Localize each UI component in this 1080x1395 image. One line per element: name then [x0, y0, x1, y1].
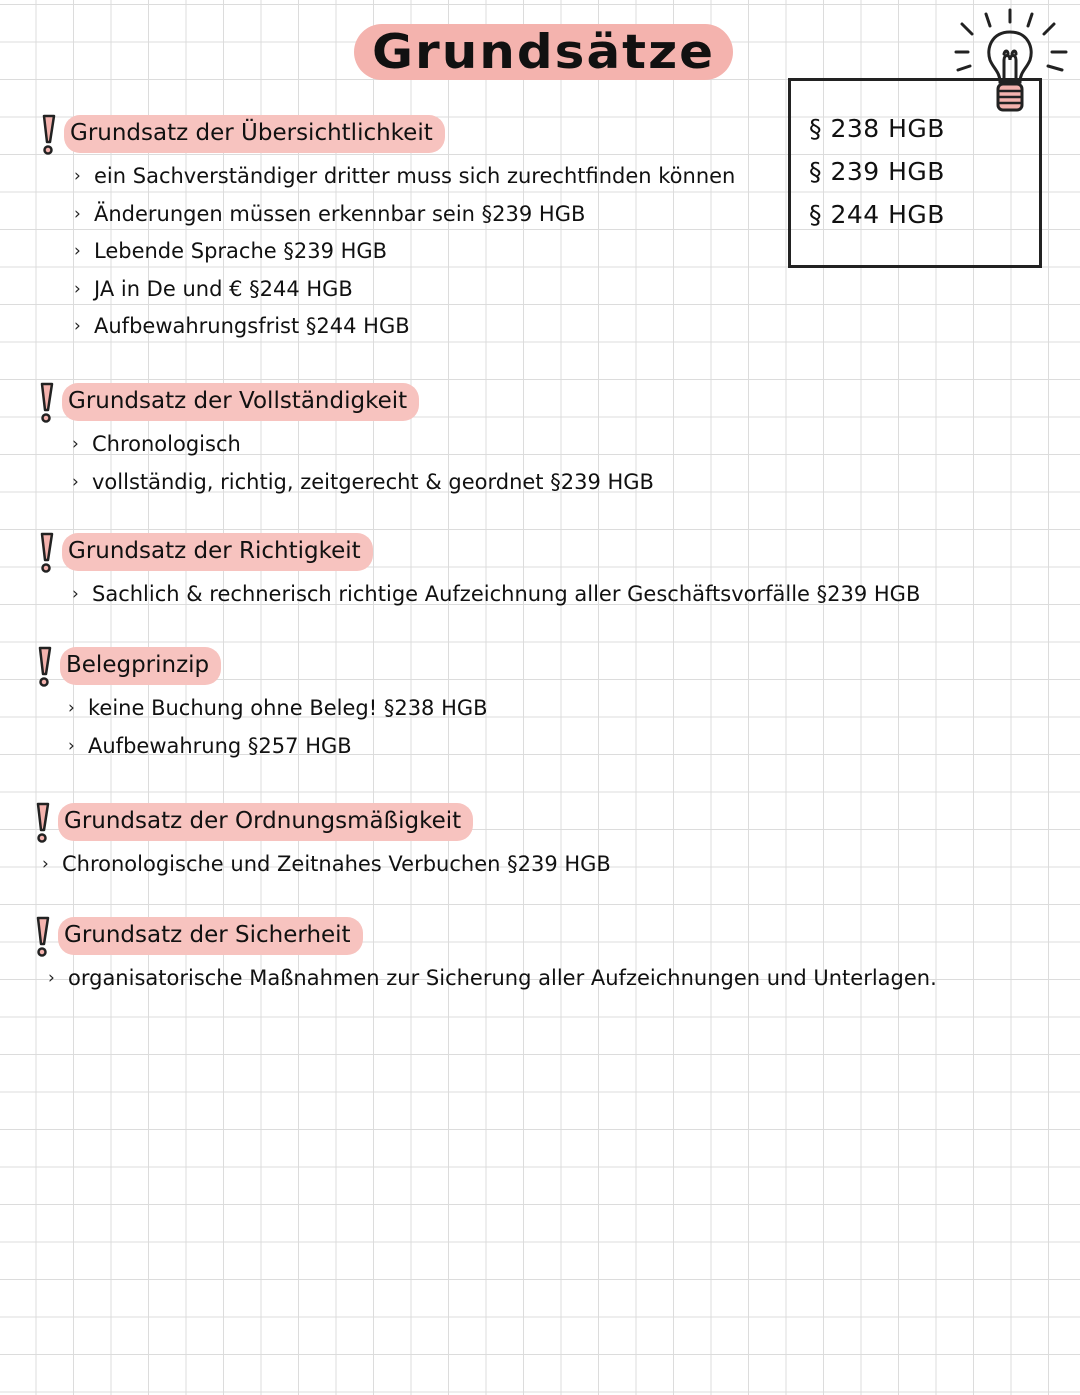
section-vollstaendigkeit: [36, 380, 654, 501]
page-title: Grundsätze: [372, 24, 716, 80]
exclamation-icon: [38, 112, 60, 156]
list-item: › ein Sachverständiger dritter muss sich zurechtfinden können: [74, 158, 735, 196]
bullet-icon: ›: [74, 241, 81, 261]
exclamation-icon: [32, 800, 54, 844]
section-heading: Grundsatz der Ordnungsmäßigkeit: [58, 803, 473, 841]
section-belegprinzip: [34, 644, 488, 765]
reference-item: § 244 HGB: [809, 200, 945, 229]
exclamation-icon: [34, 644, 56, 688]
list-item: › keine Buchung ohne Beleg! §238 HGB: [68, 690, 488, 728]
exclamation-icon: [36, 530, 58, 574]
section-heading: Grundsatz der Vollständigkeit: [62, 383, 419, 421]
section-richtigkeit: [36, 530, 920, 614]
list-item: › vollständig, richtig, zeitgerecht & geordnet §239 HGB: [72, 464, 654, 502]
list-item: › Chronologisch: [72, 426, 654, 464]
reference-item: § 239 HGB: [809, 157, 945, 186]
reference-box: [788, 78, 1042, 268]
section-sicherheit: [32, 914, 937, 998]
exclamation-icon: [36, 380, 58, 424]
title-highlight: [354, 24, 733, 80]
bullet-icon: ›: [74, 278, 81, 299]
exclamation-icon: [32, 914, 54, 958]
section-heading: Grundsatz der Übersichtlichkeit: [64, 115, 445, 153]
section-uebersichtlichkeit: [38, 112, 735, 346]
reference-item: § 238 HGB: [809, 114, 945, 143]
list-item: › organisatorische Maßnahmen zur Sicherung aller Aufzeichnungen und Unterlagen.: [48, 960, 937, 998]
section-heading: Grundsatz der Richtigkeit: [62, 533, 373, 571]
list-item: › Aufbewahrung §257 HGB: [68, 728, 488, 766]
list-item: › Sachlich & rechnerisch richtige Aufzeichnung aller Geschäftsvorfälle §239 HGB: [72, 576, 920, 614]
bullet-icon: ›: [74, 203, 81, 224]
section-heading: Belegprinzip: [60, 647, 221, 685]
bullet-icon: ›: [72, 584, 79, 604]
list-item: › Änderungen müssen erkennbar sein §239 HGB: [74, 196, 735, 234]
bullet-icon: ›: [42, 854, 49, 874]
bullet-icon: ›: [68, 698, 75, 718]
section-ordnungsmaessigkeit: [32, 800, 611, 884]
bullet-icon: ›: [74, 166, 81, 186]
section-heading: Grundsatz der Sicherheit: [58, 917, 363, 955]
bullet-icon: ›: [72, 471, 79, 492]
list-item: › JA in De und € §244 HGB: [74, 271, 735, 309]
bullet-icon: ›: [68, 735, 75, 756]
bullet-icon: ›: [48, 968, 55, 988]
list-item: › Lebende Sprache §239 HGB: [74, 233, 735, 271]
bullet-icon: ›: [74, 316, 81, 336]
list-item: › Chronologische und Zeitnahes Verbuchen §239 HGB: [42, 846, 611, 884]
bullet-icon: ›: [72, 434, 79, 454]
list-item: › Aufbewahrungsfrist §244 HGB: [74, 308, 735, 346]
